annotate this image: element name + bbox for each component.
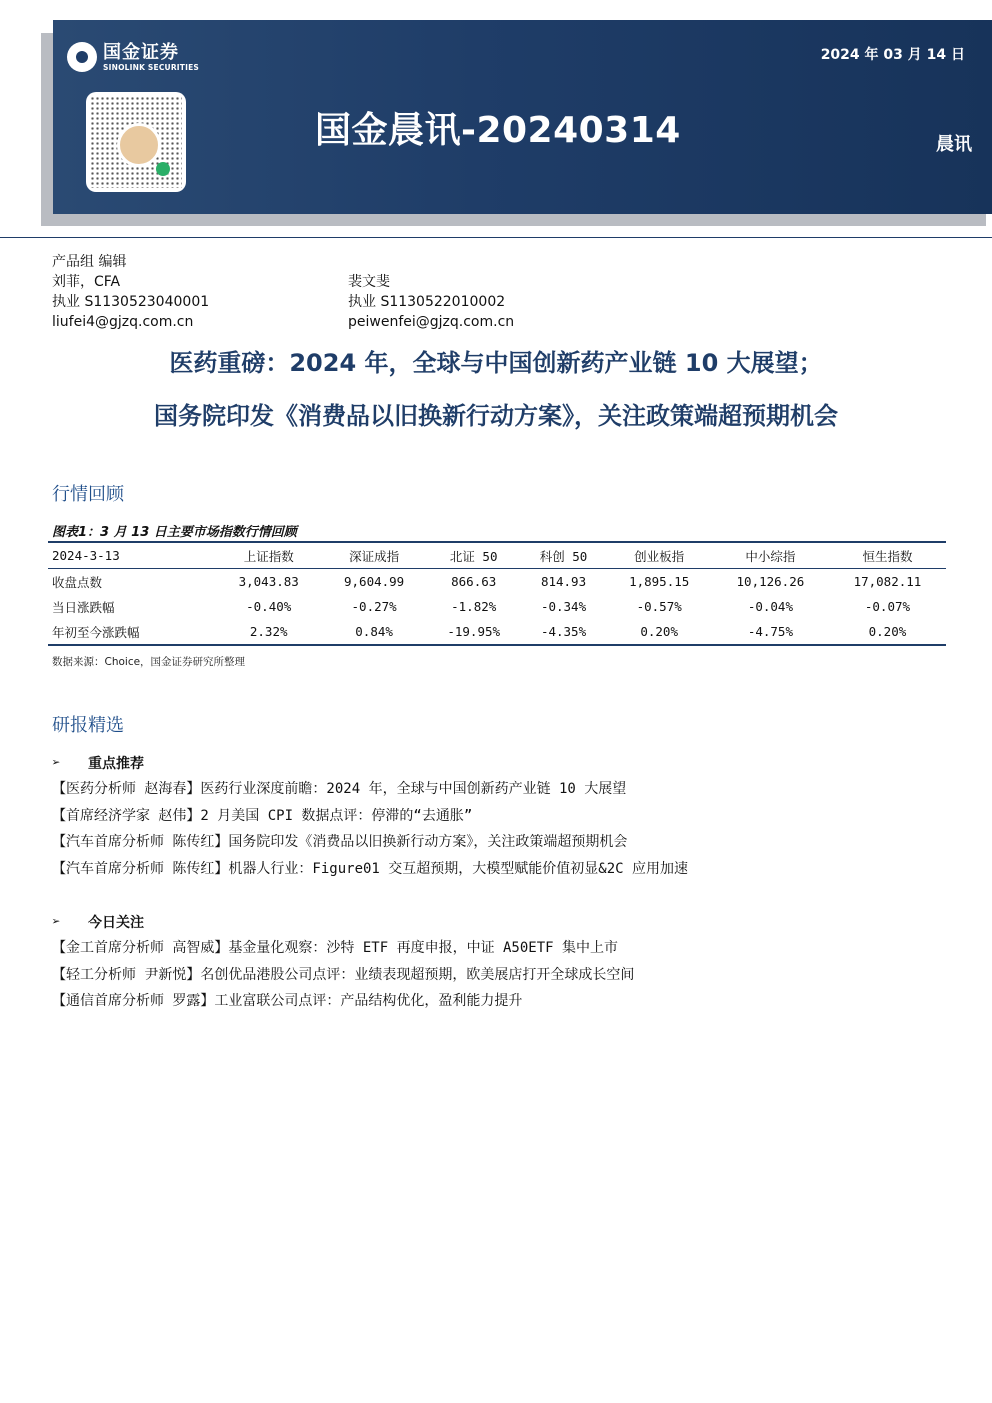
- table-cell: -1.82%: [451, 599, 497, 614]
- section-research-picks: 研报精选: [52, 715, 124, 736]
- data-source-note: 数据来源：Choice，国金证券研究所整理: [52, 656, 246, 668]
- header-col: 科创 50: [539, 548, 588, 564]
- author-block-1: [52, 252, 209, 332]
- row-label: 当日涨跌幅: [52, 599, 115, 615]
- arrow-bullet-icon: ➢: [52, 755, 61, 771]
- table-cell: 0.84%: [355, 624, 393, 639]
- table-cell: -0.27%: [351, 599, 397, 614]
- headline-line-2: 国务院印发《消费品以旧换新行动方案》，关注政策端超预期机会: [154, 402, 838, 430]
- table-cell: -0.40%: [246, 599, 292, 614]
- market-index-table: [48, 541, 946, 646]
- list-item[interactable]: 【轻工分析师 尹新悦】名创优品港股公司点评：业绩表现超预期，欧美展店打开全球成长空间: [52, 966, 635, 983]
- list-item[interactable]: 【汽车首席分析师 陈传红】机器人行业：Figure01 交互超预期，大模型赋能价值初显&2C 应用加速: [52, 860, 688, 877]
- table-cell: 3,043.83: [238, 574, 299, 589]
- table-row: [48, 569, 946, 595]
- report-date: 2024 年 03 月 14 日: [820, 47, 965, 63]
- header-banner: [53, 20, 992, 214]
- header-divider: [0, 237, 992, 238]
- today-title: 今日关注: [88, 915, 144, 931]
- featured-heading: [52, 753, 144, 773]
- table-cell: -0.34%: [540, 599, 587, 614]
- author1-email[interactable]: liufei4@gjzq.com.cn: [52, 314, 194, 330]
- list-item[interactable]: 【金工首席分析师 高智威】基金量化观察：沙特 ETF 再度申报，中证 A50ETF 集中上市: [52, 940, 618, 956]
- table-cell: 1,895.15: [629, 574, 690, 589]
- header-date: 2024-3-13: [52, 548, 120, 563]
- logo-cn: 国金证券: [103, 41, 179, 63]
- table-cell: 17,082.11: [853, 574, 922, 589]
- report-type-tag: 晨讯: [936, 134, 972, 155]
- table-cell: -0.07%: [864, 599, 911, 614]
- table-cell: 866.63: [451, 574, 497, 589]
- author1-license: 执业 S1130523040001: [52, 294, 210, 310]
- table-cell: -19.95%: [447, 624, 501, 639]
- group-label: 产品组 编辑: [52, 254, 127, 270]
- table-cell: -0.57%: [636, 599, 682, 614]
- header-col: 深证成指: [349, 548, 400, 564]
- table-cell: 9,604.99: [344, 574, 405, 589]
- today-heading: [52, 912, 144, 932]
- section-market-review: 行情回顾: [52, 484, 124, 505]
- table-cell: 814.93: [540, 574, 587, 589]
- table-cell: -4.75%: [747, 624, 793, 639]
- list-item[interactable]: 【首席经济学家 赵伟】2 月美国 CPI 数据点评：停滞的“去通胀”: [52, 807, 473, 824]
- table-caption: 图表1：3 月 13 日主要市场指数行情回顾: [52, 525, 297, 540]
- author1-name: 刘菲，CFA: [52, 274, 121, 290]
- row-label: 年初至今涨跌幅: [52, 624, 140, 640]
- table-cell: 2.32%: [249, 624, 288, 639]
- arrow-bullet-icon: ➢: [52, 914, 61, 930]
- headline-line-1: 医药重磅：2024 年，全球与中国创新药产业链 10 大展望；: [169, 349, 823, 377]
- logo-mark-icon: [67, 42, 97, 72]
- row-label: 收盘点数: [52, 574, 103, 590]
- qr-code-icon: [86, 92, 186, 192]
- header-col: 中小综指: [745, 548, 796, 564]
- author2-email[interactable]: peiwenfei@gjzq.com.cn: [348, 314, 515, 330]
- today-list: [52, 937, 634, 1017]
- table-cell: 0.20%: [868, 624, 907, 639]
- header-col: 北证 50: [449, 548, 498, 564]
- company-logo: [67, 42, 199, 72]
- author2-name: 裴文斐: [348, 274, 390, 290]
- table-cell: -4.35%: [540, 624, 587, 639]
- table-cell: -0.04%: [747, 599, 793, 614]
- logo-en: SINOLINK SECURITIES: [103, 62, 200, 72]
- list-item[interactable]: 【医药分析师 赵海春】医药行业深度前瞻：2024 年，全球与中国创新药产业链 10 大展望: [52, 781, 627, 797]
- author2-license: 执业 S1130522010002: [348, 294, 506, 310]
- featured-title: 重点推荐: [88, 756, 144, 772]
- list-item[interactable]: 【通信首席分析师 罗露】工业富联公司点评：产品结构优化，盈利能力提升: [52, 993, 523, 1009]
- header-col: 创业板指: [634, 548, 685, 564]
- table-cell: 10,126.26: [736, 574, 805, 589]
- report-title: 国金晨讯-20240314: [315, 110, 681, 151]
- table-row: [48, 619, 946, 645]
- table-row: [48, 594, 946, 619]
- table-cell: 0.20%: [640, 624, 678, 639]
- header-col: 上证指数: [243, 548, 294, 564]
- list-item[interactable]: 【汽车首席分析师 陈传红】国务院印发《消费品以旧换新行动方案》，关注政策端超预期机会: [52, 834, 628, 850]
- header-col: 恒生指数: [862, 548, 913, 564]
- table-header-row: [48, 542, 946, 569]
- featured-list: [52, 778, 688, 884]
- author-block-2: [348, 272, 514, 332]
